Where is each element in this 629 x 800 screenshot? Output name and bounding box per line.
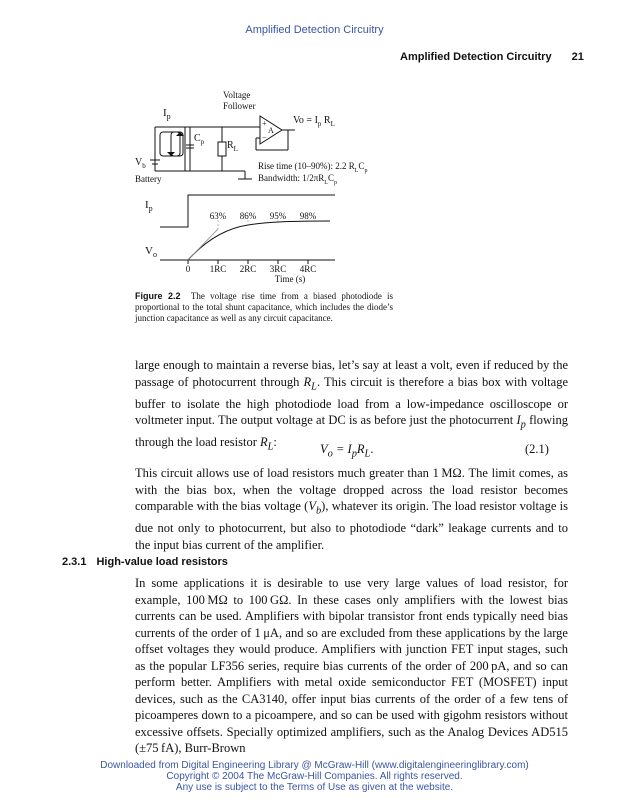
label-ip: $I_p$ — [163, 107, 171, 121]
label-rise-time: Rise time (10–90%): 2.2 $R_LC_p$ — [258, 161, 368, 174]
section-heading — [62, 556, 228, 568]
footer-terms[interactable]: Any use is subject to the Terms of Use as given at the website. — [175, 782, 454, 793]
percent-label: 98% — [299, 211, 317, 221]
resistor-rl — [218, 142, 226, 156]
label-vo-formula: $Vo = I_p$ $R_L$ — [293, 115, 335, 128]
body-paragraph-3: In some applications it is desirable to use very large values of load resistor, for example, 100 MΩ to 100 GΩ. In these cases only amplifiers with the lowest bias currents can be used. Amplifiers with bipolar transistor front ends typically need bias currents of the order of 1 μA, and so are excluded from these applications by the large offset voltages they would produce. Amplifiers with junction FET input stages, such as the popular LF356 series, require bias currents of the order of 200 pA, and so can perform better. Amplifiers with metal oxide semiconductor FET (MOSFET) input devices, such as the CA3140, offer input bias currents of the order of a few tens of picoamperes down to a picoampere, and so can be used with gigohm resistors without excessive offsets. Specially optimized amplifiers, such as the Analog Devices AD515 (±75 fA), Burr-Brown — [135, 576, 568, 755]
top-link[interactable]: Amplified Detection Circuitry — [245, 24, 384, 36]
body-paragraph-1: large enough to maintain a reverse bias, let’s say at least a volt, even if reduced by the passage of photocurrent through $R_L$. This circuit is therefore a bias box with voltage buffer to isolate the high photodiode load from a low-impedance oscilloscope or voltmeter input. The output voltage at DC is as before just the photocurrent $I_p$ flowing through the load resistor $R_L$: — [135, 358, 568, 453]
caption-text: The voltage rise time from a biased photodiode is proportional to the total shunt capacitance, which includes the diode’s junction capacitance as well as any circuit capacitance. — [135, 291, 394, 323]
figure-caption — [135, 291, 393, 324]
label-amp: A — [268, 126, 274, 135]
label-ip-plot: $I_p$ — [145, 199, 153, 213]
tangent-line — [188, 229, 218, 260]
caption-label: Figure 2.2 — [135, 291, 181, 301]
tick-label: 3RC — [269, 264, 287, 274]
footer — [0, 760, 629, 793]
section-title: High-value load resistors — [96, 556, 228, 568]
percent-label: 63% — [209, 211, 227, 221]
vo-response-curve — [188, 221, 330, 260]
label-voltage: Voltage — [223, 90, 251, 100]
label-battery: Battery — [135, 174, 162, 184]
label-vo-plot: $V_o$ — [145, 245, 157, 259]
label-vb: $V_b$ — [135, 157, 146, 170]
percent-label: 95% — [269, 211, 287, 221]
label-bandwidth: Bandwidth: $1/2\pi R_LC_p$ — [258, 173, 337, 186]
label-rl: $R_L$ — [227, 140, 238, 153]
tick-label: 1RC — [209, 264, 227, 274]
tick-label: 0 — [185, 264, 191, 274]
label-minus: − — [262, 133, 267, 142]
figure-2-2 — [130, 88, 370, 288]
body-paragraph-2: This circuit allows use of load resistors much greater than 1 MΩ. The limit comes, as with the bias box, when the voltage dropped across the load resistor becomes comparable with the bias voltage $(V_b)$, whatever its origin. The load resistor voltage is due not only to photocurrent, but also to photodiode “dark” leakage currents and to the input bias current of the amplifier. — [135, 466, 569, 552]
footer-download-link[interactable]: Downloaded from Digital Engineering Library @ McGraw-Hill (www.digitalengineeringlibrary.com) — [100, 760, 529, 771]
equation-2-1: $V_o = I_pR_L$. — [320, 442, 374, 460]
arrow-icon — [167, 152, 175, 156]
label-plus: + — [262, 119, 267, 128]
equation-number: (2.1) — [525, 442, 549, 456]
circuit-diagram — [130, 88, 370, 288]
percent-label: 86% — [239, 211, 257, 221]
running-head — [400, 51, 584, 63]
label-cp: $C_p$ — [194, 133, 205, 146]
section-number: 2.3.1 — [62, 556, 87, 568]
page-number: 21 — [571, 51, 584, 63]
running-title: Amplified Detection Circuitry — [400, 51, 552, 63]
footer-copyright: Copyright © 2004 The McGraw-Hill Companies. All rights reserved. — [166, 771, 463, 782]
tick-label: 2RC — [239, 264, 257, 274]
time-axis-label: Time (s) — [274, 274, 306, 284]
tick-label: 4RC — [299, 264, 317, 274]
label-follower: Follower — [223, 101, 256, 111]
